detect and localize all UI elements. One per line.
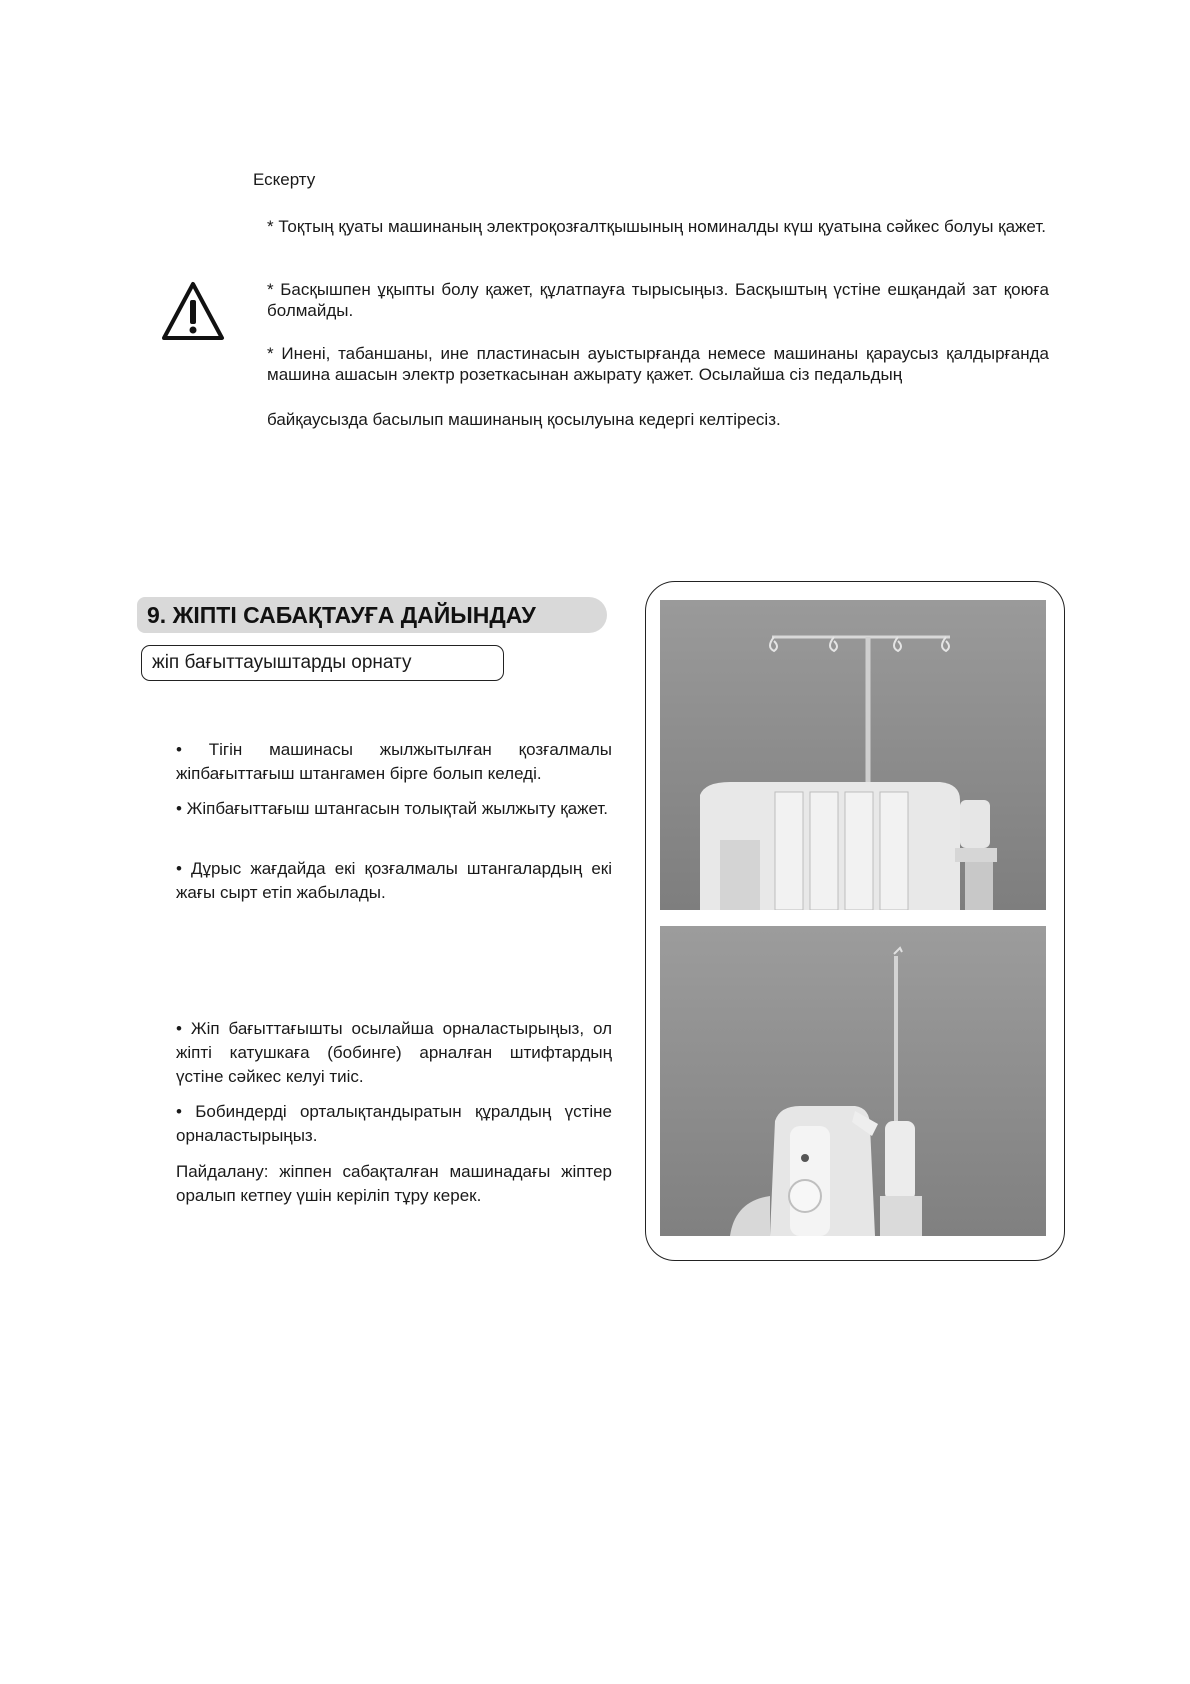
instruction-item: Пайдалану: жіппен сабақталған машинадағы жіптер оралып кетпеу үшін керіліп тұру керек. — [176, 1162, 612, 1205]
warning-item: * Инені, табаншаны, ине пластинасын ауыстырғанда немесе машинаны қараусыз қалдырғанда машина ашасын электр розеткасынан ажырату қажет. Осылайша сіз педальдың — [267, 344, 1049, 384]
thread-guide-extended-photo — [660, 600, 1046, 910]
warning-item: байқаусызда басылып машинаның қосылуына кедергі келтіресіз. — [267, 410, 781, 429]
instruction-item: • Жіпбағыттағыш штангасын толықтай жылжыту қажет. — [176, 799, 608, 818]
instruction-item: • Жіп бағыттағышты осылайша орналастырыңыз, ол жіпті катушкаға (бобинге) арналған штифтардың үстіне сәйкес келуі тиіс. — [176, 1019, 612, 1086]
section-title: 9. ЖІПТІ САБАҚТАУҒА ДАЙЫНДАУ — [137, 597, 607, 633]
section-subtitle: жіп бағыттауыштарды орнату — [141, 645, 504, 681]
warning-item: * Тоқтың қуаты машинаның электроқозғалтқышының номиналды күш қуатына сәйкес болуы қажет. — [267, 217, 1046, 236]
warning-heading: Ескерту — [253, 170, 316, 189]
instruction-item: • Бобиндерді орталықтандыратын құралдың үстіне орналастырыңыз. — [176, 1102, 612, 1145]
warning-item: * Басқышпен ұқыпты болу қажет, құлатпауға тырысыңыз. Басқыштың үстіне ешқандай зат қоюға болмайды. — [267, 280, 1049, 320]
instruction-item: • Тігін машинасы жылжытылған қозғалмалы жіпбағыттағыш штангамен бірге болып келеді. — [176, 740, 612, 783]
thread-guide-side-photo — [660, 926, 1046, 1236]
warning-triangle-icon — [160, 280, 226, 342]
instruction-item: • Дұрыс жағдайда екі қозғалмалы штангалардың екі жағы сырт етіп жабылады. — [176, 859, 612, 902]
